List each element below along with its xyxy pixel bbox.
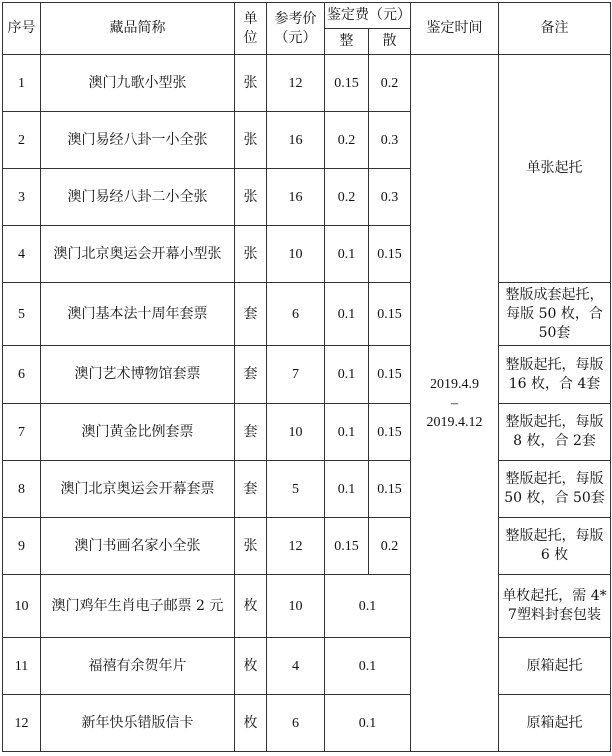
cell-price: 4 — [267, 638, 325, 695]
cell-name: 福禧有余贺年片 — [41, 638, 235, 695]
cell-fee-loose: 0.15 — [369, 461, 411, 518]
cell-name: 澳门北京奥运会开幕小型张 — [41, 226, 235, 283]
cell-price: 12 — [267, 518, 325, 575]
cell-appraisal-time — [411, 55, 499, 752]
cell-fee-loose: 0.15 — [369, 283, 411, 346]
time-end: 2019.4.12 — [426, 414, 483, 430]
cell-fee-whole: 0.1 — [325, 226, 369, 283]
cell-seq: 3 — [3, 169, 41, 226]
cell-seq: 2 — [3, 112, 41, 169]
cell-fee-whole: 0.1 — [325, 283, 369, 346]
header-seq: 序号 — [3, 3, 41, 55]
header-name: 藏品简称 — [41, 3, 235, 55]
table-row — [3, 518, 611, 575]
cell-name: 澳门易经八卦一小全张 — [41, 112, 235, 169]
cell-unit: 张 — [235, 169, 267, 226]
header-time: 鉴定时间 — [411, 3, 499, 55]
cell-seq: 10 — [3, 575, 41, 638]
cell-unit: 套 — [235, 404, 267, 461]
header-price: 参考价（元） — [267, 3, 325, 55]
cell-seq: 5 — [3, 283, 41, 346]
cell-fee-whole: 0.15 — [325, 518, 369, 575]
cell-seq: 4 — [3, 226, 41, 283]
header-row — [3, 3, 611, 29]
table-row — [3, 461, 611, 518]
cell-price: 5 — [267, 461, 325, 518]
cell-name: 新年快乐错版信卡 — [41, 695, 235, 752]
cell-fee-loose: 0.15 — [369, 346, 411, 404]
cell-unit: 张 — [235, 518, 267, 575]
time-dash: – — [451, 395, 458, 411]
cell-name: 澳门九歌小型张 — [41, 55, 235, 112]
cell-fee-loose: 0.15 — [369, 226, 411, 283]
table-row — [3, 695, 611, 752]
cell-name: 澳门北京奥运会开幕套票 — [41, 461, 235, 518]
cell-note-merged: 单张起托 — [499, 55, 611, 283]
cell-unit: 张 — [235, 55, 267, 112]
table-row — [3, 638, 611, 695]
cell-fee-loose: 0.3 — [369, 112, 411, 169]
header-fee: 鉴定费（元） — [325, 3, 411, 29]
cell-seq: 1 — [3, 55, 41, 112]
cell-unit: 套 — [235, 283, 267, 346]
cell-note: 单枚起托，需 4*7塑料封套包装 — [499, 575, 611, 638]
cell-unit: 张 — [235, 226, 267, 283]
cell-note: 原箱起托 — [499, 695, 611, 752]
cell-seq: 8 — [3, 461, 41, 518]
cell-unit: 张 — [235, 112, 267, 169]
cell-fee-loose: 0.15 — [369, 404, 411, 461]
cell-note: 整版起托，每版 16 枚，合 4套 — [499, 346, 611, 404]
cell-seq: 9 — [3, 518, 41, 575]
cell-unit: 枚 — [235, 638, 267, 695]
cell-unit: 套 — [235, 346, 267, 404]
cell-fee-loose: 0.3 — [369, 169, 411, 226]
appraisal-fee-table — [2, 2, 611, 752]
table-row — [3, 404, 611, 461]
cell-fee-loose: 0.2 — [369, 518, 411, 575]
cell-fee-merged: 0.1 — [325, 575, 411, 638]
header-fee-whole: 整 — [325, 29, 369, 55]
cell-fee-merged: 0.1 — [325, 638, 411, 695]
cell-price: 10 — [267, 226, 325, 283]
cell-seq: 11 — [3, 638, 41, 695]
cell-name: 澳门书画名家小全张 — [41, 518, 235, 575]
cell-note: 整版起托，每版 50 枚，合 50套 — [499, 461, 611, 518]
cell-price: 10 — [267, 404, 325, 461]
cell-seq: 7 — [3, 404, 41, 461]
cell-seq: 12 — [3, 695, 41, 752]
cell-price: 6 — [267, 695, 325, 752]
cell-fee-whole: 0.1 — [325, 404, 369, 461]
cell-name: 澳门基本法十周年套票 — [41, 283, 235, 346]
cell-price: 16 — [267, 169, 325, 226]
cell-fee-whole: 0.1 — [325, 346, 369, 404]
cell-fee-whole: 0.1 — [325, 461, 369, 518]
cell-note: 整版起托，每版 8 枚，合 2套 — [499, 404, 611, 461]
cell-name: 澳门易经八卦二小全张 — [41, 169, 235, 226]
cell-note: 原箱起托 — [499, 638, 611, 695]
header-fee-loose: 散 — [369, 29, 411, 55]
cell-unit: 枚 — [235, 575, 267, 638]
cell-price: 12 — [267, 55, 325, 112]
cell-fee-whole: 0.2 — [325, 169, 369, 226]
cell-name: 澳门黄金比例套票 — [41, 404, 235, 461]
table-row — [3, 575, 611, 638]
cell-seq: 6 — [3, 346, 41, 404]
time-start: 2019.4.9 — [430, 376, 479, 392]
cell-name: 澳门鸡年生肖电子邮票 2 元 — [41, 575, 235, 638]
cell-fee-merged: 0.1 — [325, 695, 411, 752]
cell-unit: 套 — [235, 461, 267, 518]
table-row — [3, 346, 611, 404]
cell-price: 7 — [267, 346, 325, 404]
cell-price: 16 — [267, 112, 325, 169]
cell-note: 整版起托，每版 6 枚 — [499, 518, 611, 575]
cell-fee-whole: 0.2 — [325, 112, 369, 169]
table-row — [3, 55, 611, 112]
cell-unit: 枚 — [235, 695, 267, 752]
cell-price: 6 — [267, 283, 325, 346]
cell-fee-loose: 0.2 — [369, 55, 411, 112]
cell-name: 澳门艺术博物馆套票 — [41, 346, 235, 404]
table-row — [3, 283, 611, 346]
cell-price: 10 — [267, 575, 325, 638]
header-note: 备注 — [499, 3, 611, 55]
cell-note: 整版成套起托，每版 50 枚，合 50套 — [499, 283, 611, 346]
header-unit: 单位 — [235, 3, 267, 55]
cell-fee-whole: 0.15 — [325, 55, 369, 112]
